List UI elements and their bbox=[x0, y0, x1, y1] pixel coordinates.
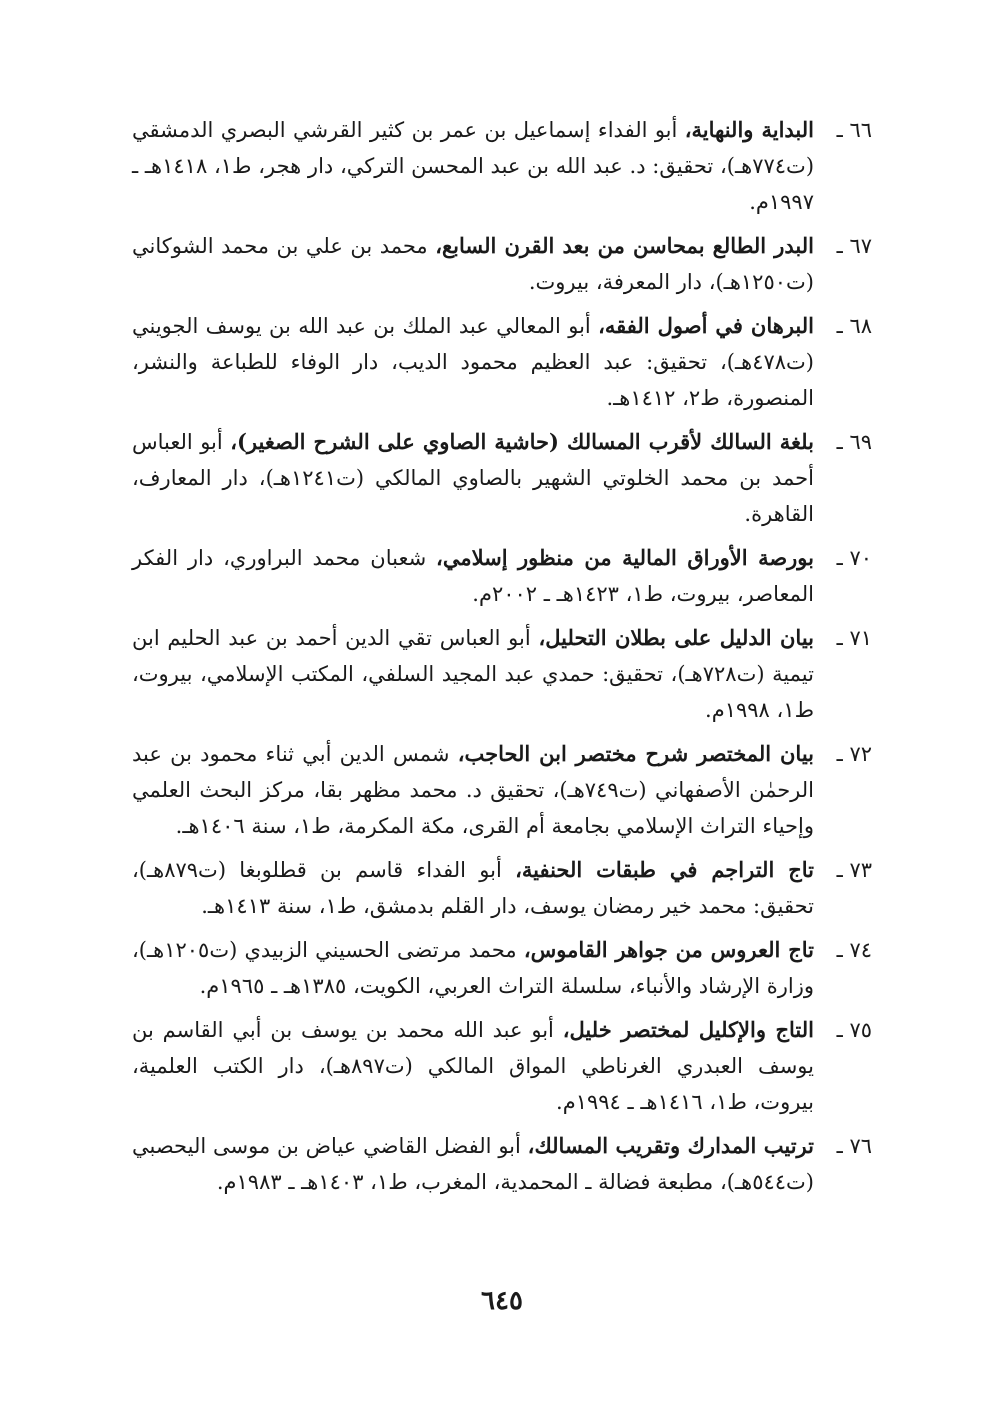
entry-title: البداية والنهاية، bbox=[684, 117, 815, 142]
entry-details: أبو المعالي عبد الملك بن عبد الله بن يوسف الجويني (ت٤٧٨هـ)، تحقيق: عبد العظيم محمود الديب، دار الوفاء للطباعة والنشر، المنصورة، ط٢، ١٤١٢هـ. bbox=[132, 314, 814, 410]
entry-details: أبو العباس أحمد بن محمد الخلوتي الشهير بالصاوي المالكي (ت١٢٤١هـ)، دار المعارف، القاهرة. bbox=[132, 430, 814, 526]
entry-details: أبو الفضل القاضي عياض بن موسى اليحصبي (ت٥٤٤هـ)، مطبعة فضالة ـ المحمدية، المغرب، ط١، ١٤٠٣هـ ـ ١٩٨٣م. bbox=[132, 1134, 814, 1194]
entry-details: محمد مرتضى الحسيني الزبيدي (ت١٢٠٥هـ)، وزارة الإرشاد والأنباء، سلسلة التراث العربي، الكويت، ١٣٨٥هـ ـ ١٩٦٥م. bbox=[132, 938, 814, 998]
bibliography-entry bbox=[132, 852, 872, 924]
bibliography-entry bbox=[132, 308, 872, 416]
entry-number: ٧٣ ـ bbox=[836, 858, 872, 882]
entry-text bbox=[132, 308, 814, 416]
entry-details: أبو عبد الله محمد بن يوسف بن أبي القاسم بن يوسف العبدري الغرناطي المواق المالكي (ت٨٩٧هـ)، دار الكتب العلمية، بيروت، ط١، ١٤١٦هـ ـ ١٩٩٤م. bbox=[132, 1018, 815, 1114]
entry-number: ٧٥ ـ bbox=[836, 1018, 872, 1042]
entry-text bbox=[132, 540, 814, 612]
bibliography-entry bbox=[132, 424, 872, 532]
entry-title: البرهان في أصول الفقه، bbox=[598, 313, 814, 338]
entry-text bbox=[132, 932, 814, 1004]
entry-text bbox=[132, 1128, 814, 1200]
entry-text bbox=[132, 228, 814, 300]
entry-number: ٦٦ ـ bbox=[836, 118, 872, 142]
entry-number: ٧٤ ـ bbox=[836, 938, 872, 962]
bibliography-entry bbox=[132, 540, 872, 612]
bibliography-entry bbox=[132, 1128, 872, 1200]
entry-title: بورصة الأوراق المالية من منظور إسلامي، bbox=[436, 545, 814, 570]
entry-title: تاج العروس من جواهر القاموس، bbox=[523, 937, 814, 962]
entry-details: محمد بن علي بن محمد الشوكاني (ت١٢٥٠هـ)، دار المعرفة، بيروت. bbox=[132, 234, 814, 294]
entry-title: البدر الطالع بمحاسن من بعد القرن السابع، bbox=[435, 233, 814, 258]
entry-text bbox=[132, 1012, 814, 1120]
bibliography-entry bbox=[132, 1012, 872, 1120]
entry-number: ٦٩ ـ bbox=[836, 430, 872, 454]
entry-details: أبو الفداء إسماعيل بن عمر بن كثير القرشي البصري الدمشقي (ت٧٧٤هـ)، تحقيق: د. عبد الله بن عبد المحسن التركي، دار هجر، ط١، ١٤١٨هـ ـ ١٩٩٧م. bbox=[132, 118, 815, 214]
bibliography-entry bbox=[132, 736, 872, 844]
entry-number: ٦٧ ـ bbox=[836, 234, 872, 258]
entry-number: ٧٦ ـ bbox=[836, 1134, 872, 1158]
entry-text bbox=[132, 112, 814, 220]
entry-title: التاج والإكليل لمختصر خليل، bbox=[562, 1017, 814, 1042]
entry-title: بلغة السالك لأقرب المسالك (حاشية الصاوي على الشرح الصغير)، bbox=[230, 429, 814, 454]
entry-text bbox=[132, 620, 814, 728]
page-number: ٦٤٥ bbox=[481, 1286, 523, 1316]
entry-title: تاج التراجم في طبقات الحنفية، bbox=[515, 857, 814, 882]
entry-number: ٧١ ـ bbox=[836, 626, 872, 650]
bibliography-entry bbox=[132, 112, 872, 220]
entry-number: ٦٨ ـ bbox=[836, 314, 872, 338]
entry-title: ترتيب المدارك وتقريب المسالك، bbox=[527, 1133, 814, 1158]
entry-number: ٧٢ ـ bbox=[836, 742, 872, 766]
bibliography-list bbox=[132, 112, 872, 1208]
entry-title: بيان الدليل على بطلان التحليل، bbox=[538, 625, 814, 650]
entry-text bbox=[132, 852, 814, 924]
entry-details: شعبان محمد البراوري، دار الفكر المعاصر، بيروت، ط١، ١٤٢٣هـ ـ ٢٠٠٢م. bbox=[132, 546, 814, 606]
entry-text bbox=[132, 424, 814, 532]
entry-details: أبو العباس تقي الدين أحمد بن عبد الحليم ابن تيمية (ت٧٢٨هـ)، تحقيق: حمدي عبد المجيد السلفي، المكتب الإسلامي، بيروت، ط١، ١٩٩٨م. bbox=[132, 626, 814, 722]
entry-text bbox=[132, 736, 814, 844]
entry-details: شمس الدين أبي ثناء محمود بن عبد الرحمٰن الأصفهاني (ت٧٤٩هـ)، تحقيق د. محمد مظهر بقا، مركز البحث العلمي وإحياء التراث الإسلامي بجامعة أم القرى، مكة المكرمة، ط١، سنة ١٤٠٦هـ. bbox=[132, 742, 815, 838]
entry-title: بيان المختصر شرح مختصر ابن الحاجب، bbox=[457, 741, 815, 766]
bibliography-entry bbox=[132, 932, 872, 1004]
bibliography-entry bbox=[132, 228, 872, 300]
entry-number: ٧٠ ـ bbox=[836, 546, 872, 570]
bibliography-entry bbox=[132, 620, 872, 728]
entry-details: أبو الفداء قاسم بن قطلوبغا (ت٨٧٩هـ)، تحقيق: محمد خير رمضان يوسف، دار القلم بدمشق، ط١، سنة ١٤١٣هـ. bbox=[132, 858, 814, 918]
